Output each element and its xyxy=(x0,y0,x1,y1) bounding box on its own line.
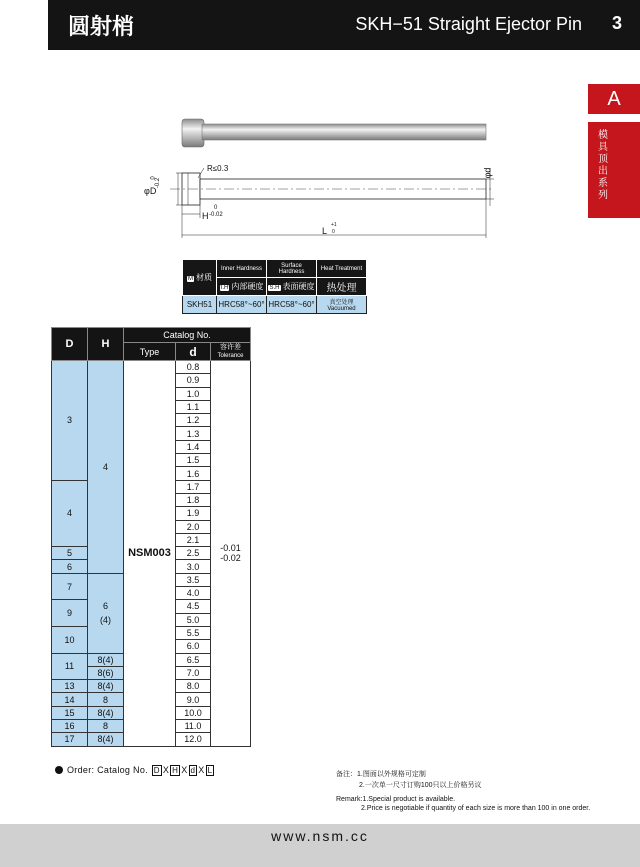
d-row: 1.0 xyxy=(176,387,211,400)
side-label-en: Mold Ejector Series xyxy=(614,267,621,328)
notes-en: Remark:1.Special product is available. 2.Price is negotiable if quantity of each size is more than 100 in one order. xyxy=(336,796,591,812)
col-type: Type xyxy=(124,343,176,361)
catalog-table xyxy=(51,327,251,747)
tolerance-value: -0.01 -0.02 xyxy=(211,361,251,747)
inner-hardness-header: Inner Hardness xyxy=(217,260,267,278)
d-row: 1.5 xyxy=(176,454,211,467)
D-10: 10 xyxy=(52,626,88,653)
d-row: 8.0 xyxy=(176,680,211,693)
col-catalog: Catalog No. xyxy=(124,328,251,343)
pin-shank-render xyxy=(202,124,486,140)
surface-hardness-cn: S.H 表面硬度 xyxy=(267,278,317,296)
bullet-icon xyxy=(55,766,63,774)
D-7: 7 xyxy=(52,573,88,600)
heat-treatment-cn: 热处理 xyxy=(317,278,367,296)
footer xyxy=(0,824,640,867)
d-row: 4.0 xyxy=(176,587,211,600)
col-D: D xyxy=(52,328,88,361)
heat-treatment-value: 真空处理 Vacuumed xyxy=(317,296,367,314)
d-row: 5.0 xyxy=(176,613,211,626)
H-cell: 8(4) xyxy=(88,706,124,719)
d-row: 0.8 xyxy=(176,361,211,374)
d-row: 6.5 xyxy=(176,653,211,666)
H-cell: 8(4) xyxy=(88,733,124,746)
l-tol-top: +1 xyxy=(331,222,337,228)
phi-d-label: φd xyxy=(482,167,493,179)
material-table xyxy=(182,259,367,314)
H-6-4: 6 (4) xyxy=(88,573,124,653)
radius-label: R≤0.3 xyxy=(207,164,229,173)
D-13: 13 xyxy=(52,680,88,693)
inner-hardness-value: HRC58°~60° xyxy=(217,296,267,314)
material-grade: SKH51 xyxy=(183,296,217,314)
l-label: L xyxy=(322,226,328,236)
d-row: 1.6 xyxy=(176,467,211,480)
phi-D-label: φD xyxy=(144,186,157,196)
title-cn: 圆射梢 xyxy=(68,15,135,40)
H-4: 4 xyxy=(88,361,124,574)
side-tab-label xyxy=(588,122,640,328)
d-row: 5.5 xyxy=(176,626,211,639)
col-d: d xyxy=(176,343,211,361)
inner-hardness-cn: I.H 内部硬度 xyxy=(217,278,267,296)
d-row: 9.0 xyxy=(176,693,211,706)
order-format: Order: Catalog No. D X H X d X L xyxy=(55,765,215,776)
d-row: 1.2 xyxy=(176,414,211,427)
d-row: 1.8 xyxy=(176,493,211,506)
d-row: 2.5 xyxy=(176,547,211,560)
footer-url[interactable]: www.nsm.cc xyxy=(271,828,369,844)
pin-head-render xyxy=(182,119,204,147)
D-14: 14 xyxy=(52,693,88,706)
pin-drawing xyxy=(140,110,500,250)
D-16: 16 xyxy=(52,720,88,733)
H-cell: 8(4) xyxy=(88,653,124,666)
D-15: 15 xyxy=(52,706,88,719)
d-row: 1.1 xyxy=(176,400,211,413)
col-tolerance: 容许差 Tolerance xyxy=(211,343,251,361)
col-H: H xyxy=(88,328,124,361)
H-cell: 8 xyxy=(88,720,124,733)
D-3: 3 xyxy=(52,361,88,481)
d-row: 4.5 xyxy=(176,600,211,613)
notes-cn: 备注：1.图面以外规格可定制 2.一次单一尺寸订购100只以上价格另议 xyxy=(336,771,482,789)
d-row: 3.5 xyxy=(176,573,211,586)
d-row: 10.0 xyxy=(176,706,211,719)
h-tol-top: 0 xyxy=(214,205,218,211)
D-9: 9 xyxy=(52,600,88,627)
d-row: 1.3 xyxy=(176,427,211,440)
d-row: 0.9 xyxy=(176,374,211,387)
l-tol-bot: 0 xyxy=(332,229,335,235)
H-cell: 8(4) xyxy=(88,680,124,693)
D-5: 5 xyxy=(52,547,88,560)
surface-hardness-header: Surface Hardness xyxy=(267,260,317,278)
title-en: SKH−51 Straight Ejector Pin xyxy=(355,14,582,34)
surface-hardness-value: HRC58°~60° xyxy=(267,296,317,314)
section-tab-a[interactable]: A xyxy=(588,84,640,114)
D-4: 4 xyxy=(52,480,88,546)
d-row: 6.0 xyxy=(176,640,211,653)
H-cell: 8 xyxy=(88,693,124,706)
H-cell: 8(6) xyxy=(88,666,124,679)
h-tol-bot: -0.02 xyxy=(209,212,223,218)
side-label-cn: 模具顶出系列 xyxy=(598,130,608,201)
D-11: 11 xyxy=(52,653,88,680)
d-row: 1.7 xyxy=(176,480,211,493)
d-row: 3.0 xyxy=(176,560,211,573)
D-6: 6 xyxy=(52,560,88,573)
page-number: 3 xyxy=(611,13,622,33)
d-row: 7.0 xyxy=(176,666,211,679)
phi-D-tol-bot: -0.2 xyxy=(155,177,162,189)
page-header xyxy=(48,0,640,50)
type-nsm003: NSM003 xyxy=(124,361,176,747)
h-label: H xyxy=(202,211,209,221)
heat-treatment-header: Heat Treatment xyxy=(317,260,367,278)
d-row: 1.9 xyxy=(176,507,211,520)
d-row: 11.0 xyxy=(176,720,211,733)
material-header: M 材质 xyxy=(183,260,217,296)
d-row: 12.0 xyxy=(176,733,211,746)
phi-D-tol-top: 0 xyxy=(150,176,157,180)
d-row: 2.0 xyxy=(176,520,211,533)
d-row: 2.1 xyxy=(176,533,211,546)
d-row: 1.4 xyxy=(176,440,211,453)
D-17: 17 xyxy=(52,733,88,746)
